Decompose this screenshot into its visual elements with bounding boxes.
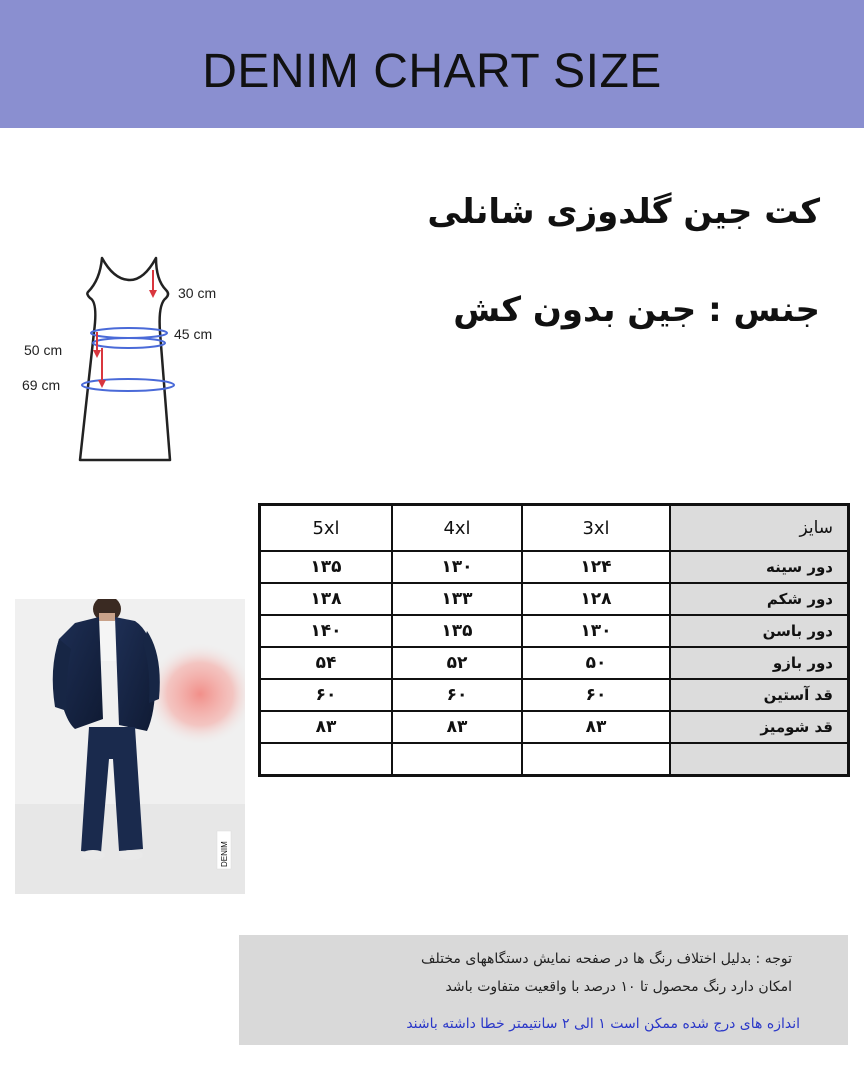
note-line-3: اندازه های درج شده ممکن است ۱ الی ۲ سانتیمتر خطا داشته باشند (406, 1016, 800, 1032)
table-cell: ۶۰ (260, 679, 393, 711)
row-label: دور بازو (670, 647, 849, 679)
table-cell: ۵۴ (260, 647, 393, 679)
table-cell: ۱۲۴ (522, 551, 670, 583)
table-header-row (260, 505, 849, 552)
table-cell: ۱۲۸ (522, 583, 670, 615)
table-row (260, 711, 849, 743)
table-cell: ۱۴۰ (260, 615, 393, 647)
table-cell: ۶۰ (522, 679, 670, 711)
table-cell: ۱۳۵ (392, 615, 522, 647)
table-cell: ۱۳۰ (392, 551, 522, 583)
table-row (260, 583, 849, 615)
row-label: قد آستین (670, 679, 849, 711)
row-label: دور شکم (670, 583, 849, 615)
product-photo (15, 599, 245, 894)
table-row (260, 551, 849, 583)
dress-measurement-icon (10, 240, 250, 480)
note-line-1: توجه : بدلیل اختلاف رنگ ها در صفحه نمایش دستگاههای مختلف (421, 951, 792, 967)
table-cell: ۱۳۵ (260, 551, 393, 583)
product-material: جنس : جین بدون کش (453, 290, 820, 330)
table-cell: ۱۳۸ (260, 583, 393, 615)
brand-tag-text: DENIM (220, 841, 229, 867)
product-name: کت جین گلدوزی شانلی (427, 192, 820, 232)
row-label: دور سینه (670, 551, 849, 583)
size-3xl-header: 3xl (522, 505, 670, 552)
table-row (260, 647, 849, 679)
table-cell: ۶۰ (392, 679, 522, 711)
table-cell: ۸۳ (392, 711, 522, 743)
table-cell: ۵۲ (392, 647, 522, 679)
size-4xl-header: 4xl (392, 505, 522, 552)
waist-measure-label: 45 cm (174, 326, 213, 342)
table-row (260, 743, 849, 776)
row-label: قد شومیز (670, 711, 849, 743)
table-cell (392, 743, 522, 776)
chest-measure-label: 30 cm (178, 285, 217, 301)
size-label-header: سایز (670, 505, 849, 552)
size-chart-table (258, 503, 850, 777)
table-cell: ۸۳ (522, 711, 670, 743)
disclaimer-note (239, 935, 848, 1045)
hip-measure-label: 69 cm (22, 377, 61, 393)
belly-measure-label: 50 cm (24, 342, 63, 358)
row-label (670, 743, 849, 776)
table-cell: ۸۳ (260, 711, 393, 743)
table-cell: ۱۳۳ (392, 583, 522, 615)
size-5xl-header: 5xl (260, 505, 393, 552)
header-banner (0, 0, 864, 128)
table-cell: ۵۰ (522, 647, 670, 679)
table-cell: ۱۳۰ (522, 615, 670, 647)
table-row (260, 679, 849, 711)
row-label: دور باسن (670, 615, 849, 647)
table-cell (522, 743, 670, 776)
table-cell (260, 743, 393, 776)
page-title: DENIM CHART SIZE (202, 45, 662, 98)
table-row (260, 615, 849, 647)
note-line-2: امکان دارد رنگ محصول تا ۱۰ درصد با واقعیت متفاوت باشد (445, 979, 792, 995)
